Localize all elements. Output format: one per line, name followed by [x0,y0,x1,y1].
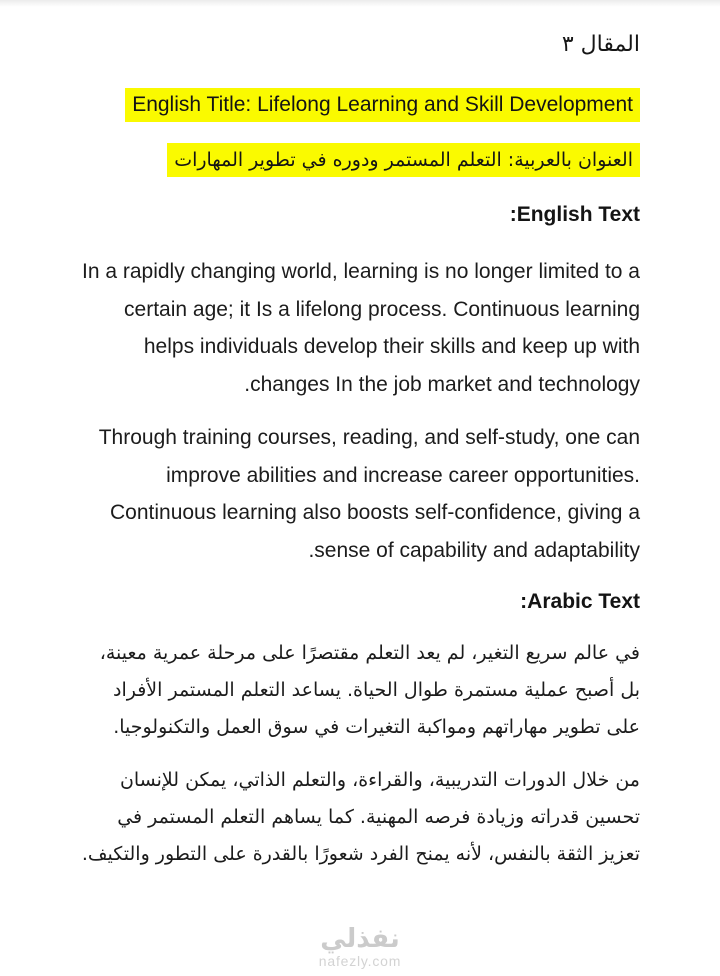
page-top-shadow [0,0,720,7]
english-paragraph-1: In a rapidly changing world, learning is no longer limited to a certain age; it Is a lifelong process. Continuous learning helps individuals develop their skills and keep up with changes In the job market and technology. [82,260,640,396]
english-title-highlight: English Title: Lifelong Learning and Skill Development [125,88,640,122]
english-section-heading: English Text: [509,203,640,226]
arabic-title-highlight: العنوان بالعربية: التعلم المستمر ودوره في تطوير المهارات [167,143,640,177]
watermark [0,926,720,969]
arabic-title-row [80,143,640,177]
arabic-paragraph-2: من خلال الدورات التدريبية، والقراءة، والتعلم الذاتي، يمكن للإنسان تحسين قدراته وزيادة فرصه المهنية. كما يساهم التعلم المستمر في تعزيز الثقة بالنفس، لأنه يمنح الفرد شعورًا بالقدرة على التطور والتكيف. [81,769,640,865]
nafezly-logo: نفذلي [320,924,400,954]
english-paragraph-2: Through training courses, reading, and self-study, one can improve abilities and increase career opportunities. Continuous learning also boosts self-confidence, giving a sense of capability and adaptability. [98,426,640,562]
document-content [0,7,720,873]
arabic-paragraph-1: في عالم سريع التغير، لم يعد التعلم مقتصرًا على مرحلة عمرية معينة، بل أصبح عملية مستمرة طوال الحياة. يساعد التعلم المستمر الأفراد على تطوير مهاراتهم ومواكبة التغيرات في سوق العمل والتكنولوجيا. [99,642,640,738]
article-number-label: المقال ٣ [561,32,640,57]
nafezly-site-url: nafezly.com [318,953,402,969]
arabic-section-heading: Arabic Text: [520,590,640,613]
english-title-row [80,88,640,122]
